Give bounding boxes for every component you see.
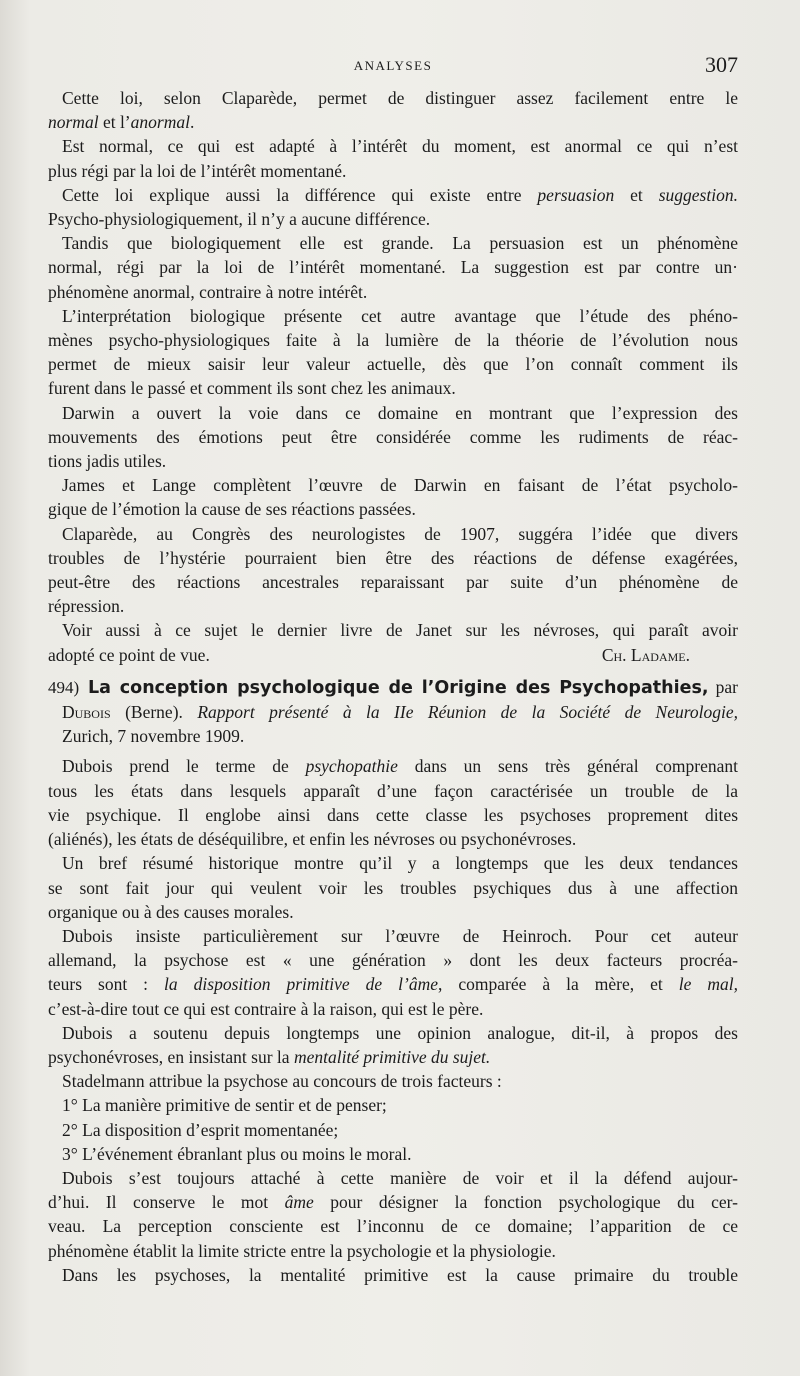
list-item: 3° L’événement ébranlant plus ou moins le moral. bbox=[62, 1143, 412, 1164]
text-span: et bbox=[614, 184, 659, 205]
italic-term: le mal, bbox=[678, 974, 738, 995]
text-line bbox=[48, 183, 738, 207]
text-span: . bbox=[189, 112, 195, 133]
text-line: peut-être des réactions ancestrales reparaissant par suite d’un phénomène de bbox=[48, 572, 738, 593]
text-line: Psycho-physiologiquement, il n’y a aucune différence. bbox=[48, 209, 431, 230]
list-item: 1° La manière primitive de sentir et de penser; bbox=[62, 1095, 387, 1116]
text-line: phénomène anormal, contraire à notre intérêt. bbox=[48, 281, 368, 302]
italic-term: normal bbox=[48, 112, 99, 133]
text-line: vie psychique. Il englobe ainsi dans cette classe les psychoses proprement dites bbox=[48, 804, 738, 825]
entry-reference: Rapport présenté à la IIe Réunion de la Société de Neurologie, bbox=[197, 702, 738, 723]
italic-term: mentalité primitive du sujet. bbox=[293, 1046, 491, 1067]
text-span: psychonévroses, en insistant sur la bbox=[48, 1046, 294, 1067]
text-line: se sont fait jour qui veulent voir les troubles psychiques dus à une affection bbox=[48, 877, 738, 898]
text-span: teurs sont : bbox=[48, 974, 165, 995]
text-line: Dubois a soutenu depuis longtemps une opinion analogue, dit-il, à propos des bbox=[62, 1022, 738, 1043]
text-line: normal, régi par la loi de l’intérêt momentané. La suggestion est par contre un· bbox=[48, 257, 738, 278]
text-span: Dubois prend le terme de bbox=[62, 756, 306, 777]
list-item: 2° La disposition d’esprit momentanée; bbox=[62, 1119, 339, 1140]
entry-heading-line bbox=[48, 675, 738, 700]
entry-title: La conception psychologique de l’Origine des Psychopathies, bbox=[79, 677, 709, 698]
text-line: phénomène établit la limite stricte entre la psychologie et la physiologie. bbox=[48, 1240, 556, 1261]
signature: Ch. Ladame. bbox=[601, 644, 690, 665]
text-line: c’est-à-dire tout ce qui est contraire à la raison, qui est le père. bbox=[48, 998, 484, 1019]
entry-date: Zurich, 7 novembre 1909. bbox=[62, 726, 245, 747]
text-line bbox=[48, 110, 738, 134]
text-line: tous les états dans lesquels apparaît d’une façon caractérisée un trouble de la bbox=[48, 780, 738, 801]
text-line: Dans les psychoses, la mentalité primitive est la cause primaire du trouble bbox=[62, 1264, 738, 1285]
text-line: Stadelmann attribue la psychose au concours de trois facteurs : bbox=[62, 1071, 502, 1092]
text-span: d’hui. Il conserve le mot bbox=[48, 1192, 285, 1213]
text-line: troubles de l’hystérie pourraient bien être des réactions de défense exagérées, bbox=[48, 547, 738, 568]
text-line: James et Lange complètent l’œuvre de Darwin en faisant de l’état psycholo- bbox=[62, 475, 738, 496]
text-line: permet de mieux saisir leur valeur actuelle, dès que l’on connaît comment ils bbox=[48, 354, 738, 375]
text-line: Dubois insiste particulièrement sur l’œuvre de Heinroch. Pour cet auteur bbox=[62, 925, 738, 946]
text-line: Est normal, ce qui est adapté à l’intérêt du moment, est anormal ce qui n’est bbox=[62, 136, 738, 157]
text-line: Tandis que biologiquement elle est grande. La persuasion est un phénomène bbox=[62, 233, 738, 254]
text-line: Un bref résumé historique montre qu’il y a longtemps que les deux tendances bbox=[62, 853, 738, 874]
italic-term: suggestion. bbox=[658, 184, 738, 205]
signature-line bbox=[48, 643, 738, 667]
text-line: Dubois s’est toujours attaché à cette manière de voir et il la défend aujour- bbox=[62, 1167, 738, 1188]
text-line: allemand, la psychose est « une génération » dont les deux facteurs procréa- bbox=[48, 950, 738, 971]
text-span: par bbox=[708, 676, 738, 697]
text-line bbox=[48, 972, 738, 996]
text-line: répression. bbox=[48, 596, 125, 617]
text-line: adopté ce point de vue. bbox=[48, 644, 210, 665]
italic-term: psychopathie bbox=[305, 756, 398, 777]
entry-place: (Berne). bbox=[110, 702, 198, 723]
text-line: L’interprétation biologique présente cet autre avantage que l’étude des phéno- bbox=[62, 305, 738, 326]
italic-term: la disposition primitive de l’âme bbox=[164, 974, 438, 995]
running-head: ANALYSES bbox=[353, 58, 433, 73]
text-line: tions jadis utiles. bbox=[48, 451, 167, 472]
text-span: dans un sens très général comprenant bbox=[397, 756, 738, 777]
text-line: veau. La perception consciente est l’inconnu de ce domaine; l’apparition de ce bbox=[48, 1216, 738, 1237]
text-span: Cette loi explique aussi la différence qui existe entre bbox=[62, 184, 538, 205]
text-span: pour désigner la fonction psychologique du cer- bbox=[313, 1192, 738, 1213]
text-line: organique ou à des causes morales. bbox=[48, 901, 294, 922]
italic-term: anormal bbox=[130, 112, 190, 133]
text-span: et l’ bbox=[98, 112, 131, 133]
text-line: mènes psycho-physiologiques faite à la lumière de la théorie de l’évolution nous bbox=[48, 330, 738, 351]
italic-term: persuasion bbox=[537, 184, 615, 205]
page-header bbox=[48, 54, 738, 84]
text-line: gique de l’émotion la cause de ses réactions passées. bbox=[48, 499, 416, 520]
text-line: furent dans le passé et comment ils sont chez les animaux. bbox=[48, 378, 456, 399]
italic-term: âme bbox=[284, 1192, 314, 1213]
entry-author: Dubois bbox=[62, 702, 111, 723]
entry-heading-line bbox=[48, 700, 738, 724]
body-text bbox=[48, 86, 738, 1287]
text-line: Darwin a ouvert la voie dans ce domaine en montrant que l’expression des bbox=[62, 402, 738, 423]
page-number: 307 bbox=[705, 52, 738, 77]
text-line: Claparède, au Congrès des neurologistes de 1907, suggéra l’idée que divers bbox=[62, 523, 738, 544]
text-line: plus régi par la loi de l’intérêt momentané. bbox=[48, 160, 347, 181]
text-line bbox=[48, 1045, 738, 1069]
text-line bbox=[48, 1190, 738, 1214]
text-line: mouvements des émotions peut être considérée comme les rudiments de réac- bbox=[48, 426, 738, 447]
text-span: , comparée à la mère, et bbox=[438, 974, 679, 995]
text-line: Cette loi, selon Claparède, permet de distinguer assez facilement entre le bbox=[62, 88, 738, 108]
text-line: Voir aussi à ce sujet le dernier livre de Janet sur les névroses, qui paraît avoir bbox=[62, 620, 738, 641]
entry-number: 494) bbox=[48, 677, 80, 697]
text-line bbox=[48, 754, 738, 778]
entry-heading bbox=[48, 675, 738, 749]
text-line: (aliénés), les états de déséquilibre, et enfin les névroses ou psychonévroses. bbox=[48, 829, 577, 850]
